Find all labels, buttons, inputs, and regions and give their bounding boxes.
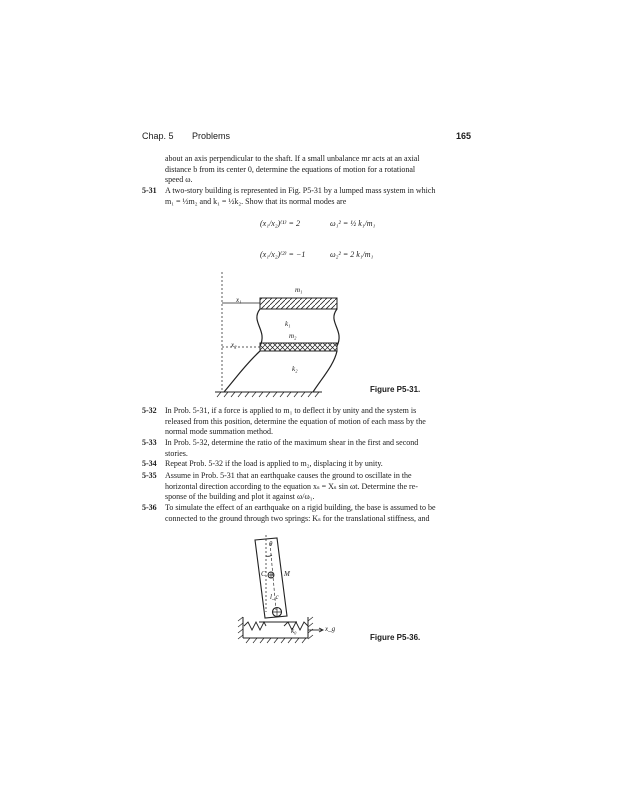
label-theta: θ [269,540,273,548]
label-x2: x₂ [231,341,237,349]
rotational-spring-icon [244,622,266,630]
text-line: connected to the ground through two springs: Kₛ for the translational stiffness, and [165,513,430,523]
label-k0: k₀ [291,627,297,635]
theta-arc [266,555,272,556]
text-line: stories. [165,448,188,458]
figure-caption-p5-36: Figure P5-36. [370,633,421,642]
text-line: To simulate the effect of an earthquake on a rigid building, the base is assumed to be [165,503,436,512]
label-xg: x_g [325,625,336,633]
ground-box-hatching [238,617,313,643]
label-cg: C [261,570,266,578]
text-line: speed ω. [165,175,193,185]
label-k2: k₂ [292,365,298,373]
mode1-frequency-equation: ω₁² = ½ k₁/m₁ [330,219,376,228]
problem-number: 5-32 [142,406,157,415]
problem-number: 5-36 [142,503,157,512]
text-line: horizontal direction according to the equation xₛ = Xₛ sin ωt. Determine the re- [165,481,418,491]
text-line: In Prob. 5-31, if a force is applied to m₁ to deflect it by unity and the system is [165,406,417,415]
text-line: m₁ = ½m₂ and k₁ = ½k₂. Show that its normal modes are [165,196,347,206]
section-label: Problems [192,131,231,141]
text-line: released from this position, determine the equation of motion of each mass by the [165,416,426,426]
mode2-frequency-equation: ω₂² = 2 k₁/m₁ [330,250,374,259]
text-line: Repeat Prob. 5-32 if the load is applied to m₂, displacing it by unity. [165,459,383,468]
problem-number: 5-31 [142,186,157,195]
label-mass: M [284,570,290,578]
figure-caption-p5-31: Figure P5-31. [370,385,421,394]
chapter-label: Chap. 5 [142,131,174,141]
label-m1: m₁ [295,286,303,294]
mode1-ratio-equation: (x₁/x₂)⁽¹⁾ = 2 [260,219,300,228]
mode2-ratio-equation: (x₁/x₂)⁽²⁾ = −1 [260,250,306,259]
text-line: In Prob. 5-32, determine the ratio of the maximum shear in the first and second [165,438,419,447]
problem-number: 5-35 [142,471,157,480]
text-line: about an axis perpendicular to the shaft. If a small unbalance mr acts at an axial [165,154,420,163]
page-number: 165 [456,131,472,141]
text-line: Assume in Prob. 5-31 that an earthquake causes the ground to oscillate in the [165,471,412,480]
text-line: sponse of the building and plot it against ω/ω₁. [165,492,315,502]
label-m2: m₂ [289,332,297,340]
text-line: normal mode summation method. [165,427,273,437]
problem-number: 5-34 [142,459,157,468]
label-lc: l_c [270,593,279,601]
text-line: A two-story building is represented in Fig. P5-31 by a lumped mass system in which [165,186,436,195]
label-x1: x₁ [236,296,242,304]
problem-number: 5-33 [142,438,157,447]
text-line: distance b from its center 0, determine the equations of motion for a rotational [165,164,416,174]
label-k1: k₁ [285,320,291,328]
